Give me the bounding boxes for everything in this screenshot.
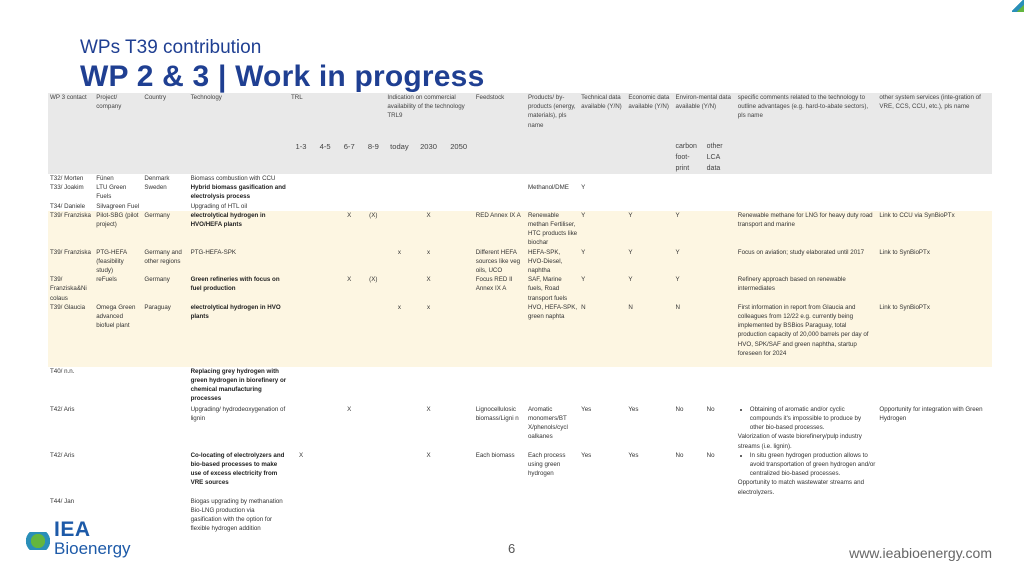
cell-contact: T39/ Glaucia xyxy=(48,303,94,367)
header-economic-data: Economic data available (Y/N) xyxy=(626,93,673,141)
cell-economic: Y xyxy=(626,248,673,276)
cell-technical: Yes xyxy=(581,405,592,413)
table-row xyxy=(48,303,992,367)
cell-contact: T33/ Joakim xyxy=(50,184,84,192)
cell-contact: T39/ Franziska xyxy=(48,248,94,276)
subheader-trl-6-7: 6-7 xyxy=(337,141,361,174)
table-row xyxy=(48,248,992,276)
header-products: Products/ by-products (energy, materials), pls name xyxy=(526,93,579,141)
cell-technology: Hybrid biomass gasification and electrolysis process xyxy=(190,184,286,201)
cell-lca: No xyxy=(706,405,715,413)
header-technology: Technology xyxy=(189,93,289,141)
cell-technology: PTG-HEFA-SPK xyxy=(189,248,289,276)
corner-accent xyxy=(1012,0,1024,12)
cell-country: Germany and other regions xyxy=(142,248,188,276)
cell-2030: x xyxy=(413,248,443,276)
cell-environmental: No xyxy=(675,405,684,413)
cell-environmental: No xyxy=(675,451,684,459)
cell-environmental: N xyxy=(674,303,705,367)
cell-technical: Y xyxy=(579,248,626,276)
subheader-trl-4-5: 4-5 xyxy=(313,141,337,174)
cell-project: Pilot-SBG (pilot project) xyxy=(94,211,142,248)
subheader-2050: 2050 xyxy=(444,141,474,174)
cell-country: Germany xyxy=(142,275,188,303)
table-subheader-row xyxy=(48,141,992,174)
cell-2030: X xyxy=(413,211,443,248)
header-country: Country xyxy=(142,93,188,141)
header-contact: WP 3 contact xyxy=(48,93,94,141)
comment-bullet: • In situ green hydrogen production allows to avoid transportation of green hydrogen and/or centralized bio-based processes. xyxy=(750,451,876,479)
table-header-row xyxy=(48,93,992,141)
cell-environmental: Y xyxy=(674,248,705,276)
table-row xyxy=(48,451,992,497)
cell-2030: x xyxy=(413,303,443,367)
cell-products: SAF, Marine fuels, Road transport fuels xyxy=(526,275,579,303)
cell-products: HEFA-SPK, HVO-Diesel, naphtha xyxy=(526,248,579,276)
header-project: Project/ company xyxy=(94,93,142,141)
cell-trl-8-9: (X) xyxy=(361,275,385,303)
cell-comments: First information in report from Glaucia and colleagues from 12/22 e.g. currently being implemented by BSBios Paraguay, total production capacity of 20,000 barrels per day of HVO, SPK/SAF and green naphtha, startup foreseen for 2024 xyxy=(736,303,878,367)
comment-bullet: • Obtaining of aromatic and/or cyclic compounds it's impossible to produce by other bio-based processes. xyxy=(750,405,876,433)
header-indication: Indication on commercial availability of the technology TRL9 xyxy=(385,93,473,141)
subheader-today: today xyxy=(385,141,413,174)
cell-comments xyxy=(736,405,878,451)
cell-economic: Y xyxy=(626,275,673,303)
cell-technical: Y xyxy=(579,211,626,248)
website-url: www.ieabioenergy.com xyxy=(849,545,992,561)
cell-contact: T39/ Franziska&Ni colaus xyxy=(48,275,94,303)
page-number: 6 xyxy=(508,541,516,556)
cell-other: Opportunity for integration with Green Hydrogen xyxy=(879,405,983,423)
cell-products: Renewable methan Fertiliser, HTC products like biochar xyxy=(526,211,579,248)
cell-environmental: Y xyxy=(674,275,705,303)
cell-feedstock: RED Annex IX A xyxy=(474,211,526,248)
subheader-trl-1-3: 1-3 xyxy=(289,141,313,174)
cell-today: x xyxy=(385,303,413,367)
cell-environmental: Y xyxy=(674,211,705,248)
projects-table xyxy=(48,93,992,534)
subheader-2030: 2030 xyxy=(413,141,443,174)
subheader-other-lca-data: other LCA data xyxy=(705,141,736,174)
cell-project: Fünen xyxy=(96,175,114,182)
iea-bioenergy-logo xyxy=(54,520,131,558)
header-specific-comments: specific comments related to the technology to outline advantages (e.g. hard-to-abate sectors), pls name xyxy=(736,93,878,141)
comment-text: Valorization of waste biorefinery/pulp industry streams (i.e. lignin). xyxy=(737,433,862,450)
cell-technical: Y xyxy=(579,275,626,303)
cell-country: Paraguay xyxy=(142,303,188,367)
cell-project: Silvagreen Fuel xyxy=(96,202,140,210)
header-other-services: other system services (inte-gration of VRE, CCS, CCU, etc.), pls name xyxy=(877,93,992,141)
cell-country: Denmark xyxy=(144,175,170,182)
cell-feedstock: Each biomass xyxy=(475,451,515,459)
subheader-trl-8-9: 8-9 xyxy=(361,141,385,174)
cell-products: Aromatic monomers/BT X/phenols/cycl oalkanes xyxy=(527,405,568,441)
cell-country: Germany xyxy=(142,211,188,248)
cell-feedstock: Focus RED II Annex IX A xyxy=(474,275,526,303)
logo-line1: IEA xyxy=(54,518,91,541)
cell-2030: X xyxy=(426,451,431,459)
comment-text: Opportunity to match wastewater streams and electrolyzers. xyxy=(737,479,865,496)
logo-leaf-icon xyxy=(20,532,50,550)
cell-2030: X xyxy=(413,275,443,303)
slide-title: WP 2 & 3 | Work in progress xyxy=(80,60,485,93)
cell-today: x xyxy=(385,248,413,276)
cell-contact: T32/ Morten xyxy=(50,175,84,182)
table-row xyxy=(48,202,992,211)
cell-lca: No xyxy=(706,451,715,459)
header-technical-data: Technical data available (Y/N) xyxy=(579,93,626,141)
cell-feedstock: Lignocellulosic biomass/Ligni n xyxy=(475,405,519,423)
cell-other: Link to SynBioPTx xyxy=(877,248,992,276)
cell-trl-6-7: X xyxy=(337,211,361,248)
table-row xyxy=(48,497,992,534)
cell-comments: Renewable methane for LNG for heavy duty road transport and marine xyxy=(736,211,878,248)
cell-feedstock: Different HEFA sources like veg oils, UCO xyxy=(474,248,526,276)
cell-country: Sweden xyxy=(144,184,167,192)
cell-contact: T44/ Jan xyxy=(50,497,75,505)
cell-trl-8-9: (X) xyxy=(361,211,385,248)
header-feedstock: Feedstock xyxy=(474,93,526,141)
logo-line2: Bioenergy xyxy=(54,539,131,558)
cell-products: Methanol/DME xyxy=(527,184,569,192)
cell-comments: Focus on aviation; study elaborated until 2017 xyxy=(736,248,878,276)
cell-trl-6-7: X xyxy=(337,275,361,303)
cell-technology: electrolytical hydrogen in HVO plants xyxy=(189,303,289,367)
cell-technology: Green refineries with focus on fuel production xyxy=(189,275,289,303)
cell-technology: Biogas upgrading by methanation Bio-LNG production via gasification with the option for flexible hydrogen addition xyxy=(190,497,283,533)
cell-technical: Yes xyxy=(581,451,592,459)
cell-project: Omega Green advanced biofuel plant xyxy=(94,303,142,367)
table-row xyxy=(48,367,992,405)
cell-comments: Refinery approach based on renewable intermediates xyxy=(736,275,878,303)
cell-other: Link to CCU via SynBioPTx xyxy=(877,211,992,248)
cell-contact: T40/ n.n. xyxy=(50,367,75,375)
cell-technical: N xyxy=(579,303,626,367)
subheader-carbon-footprint: carbon foot- print xyxy=(674,141,705,174)
cell-trl-6-7: X xyxy=(347,405,352,413)
cell-economic: Yes xyxy=(628,405,639,413)
slide-header xyxy=(80,36,484,94)
slide-subtitle: WPs T39 contribution xyxy=(80,37,262,58)
cell-technical: Y xyxy=(581,184,586,192)
cell-technology: Upgrading/ hydrodeoxygenation of lignin xyxy=(190,405,286,423)
cell-technology: Biomass combustion with CCU xyxy=(190,175,276,182)
cell-economic: Yes xyxy=(628,451,639,459)
cell-contact: T39/ Franziska xyxy=(48,211,94,248)
cell-products: HVO, HEFA-SPK, green naphta xyxy=(526,303,579,367)
cell-project: LTU Green Fuels xyxy=(96,184,127,201)
cell-trl-1-3: X xyxy=(298,451,304,459)
cell-other: Link to SynBioPTx xyxy=(877,303,992,367)
cell-technology: Upgrading of HTL oil xyxy=(190,202,248,210)
header-environmental-data: Environ-mental data available (Y/N) xyxy=(674,93,736,141)
cell-project: reFuels xyxy=(94,275,142,303)
table-row xyxy=(48,405,992,451)
cell-comments xyxy=(736,451,878,497)
cell-technology: Replacing grey hydrogen with green hydrogen in biorefinery or chemical manufacturing processes xyxy=(190,367,287,403)
cell-economic: N xyxy=(626,303,673,367)
cell-contact: T34/ Daniele xyxy=(50,202,86,210)
table-row xyxy=(48,275,992,303)
cell-technology: Co-locating of electrolyzers and bio-based processes to make use of excess electricity from VRE sources xyxy=(190,451,285,487)
cell-project: PTG-HEFA (feasibility study) xyxy=(94,248,142,276)
cell-products: Each process using green hydrogen xyxy=(527,451,566,478)
cell-economic: Y xyxy=(626,211,673,248)
cell-contact: T42/ Aris xyxy=(50,405,75,413)
table-row xyxy=(48,211,992,248)
header-trl: TRL xyxy=(289,93,385,141)
cell-technology: electrolytical hydrogen in HVO/HEFA plants xyxy=(189,211,289,248)
table-row xyxy=(48,183,992,201)
cell-2030: X xyxy=(426,405,431,413)
cell-contact: T42/ Aris xyxy=(50,451,75,459)
table-row xyxy=(48,174,992,183)
